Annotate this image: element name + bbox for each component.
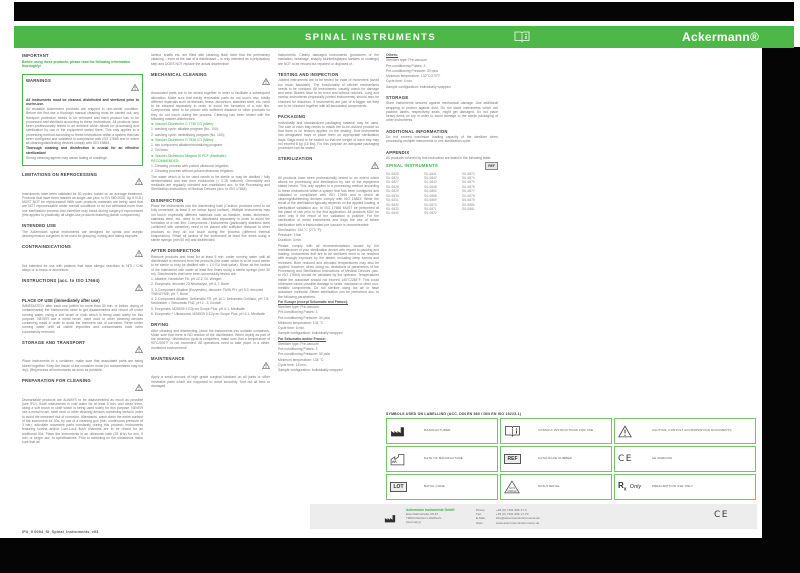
contact-list <box>476 508 540 525</box>
section-additional-information <box>386 129 498 144</box>
section-packaging <box>278 114 379 150</box>
text-block: Cycle time: 6 min. <box>278 326 305 330</box>
ref-cell <box>462 211 498 215</box>
section-heading-row <box>151 322 270 327</box>
section-heading: STORAGE <box>386 94 409 100</box>
section-heading-row <box>22 244 143 262</box>
company-name: Ackermann Instrumente GmbH <box>406 508 455 512</box>
svg-text:NON: NON <box>509 486 515 490</box>
ref-cell: SIL 6880 <box>462 202 475 207</box>
text-block: Minimum temperature: 134 °C <box>278 320 324 325</box>
appendix-table-header <box>386 162 498 169</box>
section-maintenance <box>151 356 270 388</box>
text-block: Store instruments secured against mechanical damage. Use additional wrapping to protect against dust. Do not stack instruments which are packed; labels, respectively seals, might get damaged. Do not place heavy items on top in order to avoid damage to the sterile packaging of other instruments. <box>386 101 498 123</box>
text-block: After cleaning and disinfecting, place the instruments into suitable containers. Make sure that there is NO residue of the disinfectant. When drying as part of the cleaning / disinfection cycle is completed, make sure that a temperature of 90°C/200°F is not exceeded. All operations need to take place in a clean, monitored environment! <box>151 328 270 350</box>
section-heading: PACKAGING <box>278 114 306 119</box>
text-block: Associated parts are to be stored together in order to facilitate a subsequent allocation. Make sure that easily removable parts do not touch; esp. totally different materials such as titanium, brass, aluminium, stainless steel, etc. need to be cleaned separately in order to avoid the formation of a rust film. Components need to be placed with sufficient distance to other products so they do not touch during the process. Cleaning has been tested with the following washer-disinfectors: <box>151 91 270 121</box>
header-bar <box>14 26 794 48</box>
text-block: Pre-conditioning Pressure: 30 psia <box>386 68 438 73</box>
warning-triangle-icon <box>371 156 379 174</box>
column-3 <box>278 53 379 538</box>
column-2 <box>151 53 270 538</box>
text-block: Duration: 3 min. <box>278 238 302 243</box>
section-heading-row <box>278 114 379 119</box>
section-heading: INTENDED USE <box>22 223 57 228</box>
symbols-heading: SYMBOLS USED ON LABELLING (ACC. DIN EN 980 / DIN EN ISO 15223-1) <box>386 412 522 416</box>
section-heading: DRYING <box>151 322 169 327</box>
symbols-grid <box>386 418 760 500</box>
section-heading: MECHANICAL CLEANING <box>151 71 207 77</box>
text-block: IMMEDIATELY after each use (within no more than 30 min. or before drying of contaminants) the instruments need to get disassembled and rinsed off under running water, using a soft brush or cloth which is being used solely for this purpose. NEVER use a metal brush, steel wool or other cleaning devices containing metal in order to avoid the imminent risk of corrosion. Rinse under running water until all visible impurities and contaminants have been successfully removed. <box>22 304 143 334</box>
section-continuation-text <box>386 53 498 89</box>
manufacturer-icon <box>384 510 396 528</box>
appendix-table <box>386 162 498 215</box>
section-heading-row <box>386 95 498 100</box>
text-block: Sample configuration: Individually wrapped <box>278 368 343 372</box>
text-block: Before using these products, please read the following information thoroughly! <box>22 59 130 68</box>
contact-label: Fax <box>476 512 482 517</box>
warning-triangle-icon <box>135 172 143 190</box>
ref-cell: SIL 6842 <box>424 176 437 181</box>
section-heading-row <box>22 378 143 396</box>
consult-instructions-icon <box>504 425 538 437</box>
ref-cell: SIL 6841 <box>424 171 437 176</box>
text-block: Thorough cleaning and disinfection is crucial for an effective sterilization! <box>26 146 139 155</box>
text-block: Minimum temperature: 132°C/270°F <box>386 74 441 78</box>
section-heading: AFTER DISINFECTION <box>151 248 201 254</box>
ref-cell: SIL 6843 <box>424 180 437 185</box>
ref-cell: SIL 6878 <box>462 193 475 198</box>
non-sterile-icon <box>504 480 538 494</box>
text-block: ► Washer-Disinfector G 7836 CD (Miele): <box>151 137 215 142</box>
text-block: 5. Enzymatic, M26539 3 E2p en Scope Plus, pH 6.1, Medisafe <box>151 306 245 311</box>
address-line: (Germany) <box>406 520 421 525</box>
text-block: 3. 2-Component Alkaline (Enzymatic), deconex TWIN PH, pH 5.9, deconex TWINZYME, pH 7, Borer <box>151 287 264 296</box>
ref-cell: SIL 6848 <box>424 184 437 189</box>
text-block: Pre-conditioning Pulses: 3 <box>278 347 318 351</box>
caution-icon <box>618 425 652 438</box>
ref-cell: SIL 6820 <box>386 171 399 176</box>
section-heading-row <box>22 278 143 296</box>
contact-label: Phone <box>476 508 485 512</box>
section-heading-row <box>22 53 143 58</box>
text-block: RECOMMENDED: <box>151 158 180 163</box>
ref-cell: SIL 6879 <box>462 198 475 203</box>
section-heading: TESTING AND INSPECTION <box>278 71 339 77</box>
text-block: All products covered by this instruction are listed in the following table: <box>386 156 492 160</box>
symbol-label: CAUTION, CONSULT ACCOMPANYING DOCUMENTS <box>652 428 732 433</box>
symbol-cell-rx-only-symbol <box>614 474 756 500</box>
section-heading: STERILIZATION <box>278 156 313 162</box>
section-heading: CONTRAINDICATIONS <box>22 244 72 249</box>
text-block: Sterilizer type: Pre-vacuum <box>278 305 319 309</box>
ref-cell: SIL 6828 <box>386 184 399 189</box>
section-heading-row <box>278 156 379 174</box>
text-block: Instruments have been validated for 50 cycles, based on an average treatment. Products that have been marked as single-use (acc. to EN 980:2008, fig. 6 N.B.) MUST NOT be reprocessed! With such products materials are being used that are NOT reprocessable under normal conditions or do not withstand more than one sterilization process and therefore may break during surgery if reprocessed (this applies to practically all single-use products featuring plastic components). <box>22 191 143 217</box>
section-heading-row <box>22 223 143 228</box>
ref-cell: SIL 6872 <box>424 211 437 216</box>
symbol-cell-ref-symbol <box>500 446 612 472</box>
symbol-cell-consult-instructions-icon <box>500 418 612 444</box>
text-block: Pre-conditioning Pulses: 3 <box>386 63 426 68</box>
text-block: Remove products and rinse for at least 5 min. under running water until all disinfectant is removed from the products (the water which is to be used needs to be sterile or may be distilled with < 1.0 EU limit value). Rinse all the lumina of the instrument with water at least five times using a sterile syringe (min 50 ml). Disinfectants that have been successfully tested are: <box>151 254 270 276</box>
table-row <box>386 211 498 215</box>
rx-only-symbol: $R_x$ Only <box>618 481 642 493</box>
section-heading: ADDITIONAL INFORMATION <box>386 128 448 134</box>
symbol-label: NON-STERILE <box>538 484 560 489</box>
text-block: ► Washer-Disinfector G 7736 CD (Miele): <box>151 122 215 126</box>
section-heading-row <box>22 172 143 190</box>
section-storage-and-transport <box>22 340 143 372</box>
ref-symbol: REF <box>504 454 538 464</box>
text-block: Pre-conditioning Pressure: 30 psia <box>278 352 330 357</box>
section-continuation-text <box>278 53 379 66</box>
text-block: Please comply with all recommendations issued by the manufacturer of your sterilization device with regard to packing and loading. Instruments that are to be sterilized need to be reached with enough exposure by the steam, including deep lumina and recesses. Both reduced and elevated temperatures may also be applied; however, when doing so, deviations of parameters of the Processing and Sterilization Instructions of Medical Devices (acc. to ISO 17664) should be validated by the operator. Temperatures inside the autoclave should not exceed 140°C/284°F. This could otherwise cause possible damage to seals, insulation or other non-metallic components. Do not sterilize using hot air or flash autoclave methods! Steam sterilization can be performed acc. to the following parameters: <box>278 243 379 299</box>
section-heading-row <box>151 72 270 90</box>
ref-cell: SIL 6832 <box>386 202 399 207</box>
ce-mark: CE <box>714 510 729 520</box>
text-block: Cycle time: 18 min. <box>278 362 307 367</box>
text-block: 2. Enzymatic, deconex 23 Neutrazym, pH 6-7, Borer <box>151 282 230 287</box>
section-heading: INSTRUCTIONS (acc. to ISO 17664) <box>22 278 100 283</box>
text-block: Place instruments in a container; make sure that associated parts are being stored together. Keep the inside of the container moist (so contaminants may not dry). (Re)process all instruments as soon as possible. <box>22 359 143 372</box>
section-heading: WARNINGS <box>26 78 52 83</box>
warning-triangle-icon <box>135 340 143 358</box>
section-mechanical-cleaning <box>151 72 270 192</box>
section-heading-row <box>386 150 498 155</box>
text-block: 1. two component alkaline/neutralizing program; <box>151 143 223 147</box>
section-disinfection <box>151 198 270 243</box>
contact-label: E-Mail <box>476 516 485 521</box>
symbol-label: CONSULT INSTRUCTIONS FOR USE <box>538 428 594 433</box>
warning-triangle-icon <box>135 378 143 396</box>
ref-cell: SIL 6868 <box>424 193 437 198</box>
section-instructions-acc-to-iso-17664 <box>22 278 143 334</box>
section-heading: STORAGE AND TRANSPORT <box>22 339 86 345</box>
address-line: 78604 Rietheim-Weilheim <box>406 516 442 521</box>
text-block: 6. Enzymatic + Ultrasound, M26539 3 E2p en Scope Plus, pH 6.1, Medisafe <box>151 311 265 316</box>
ref-cell: SIL 6833 <box>386 206 399 211</box>
text-block: Sterilizer type: Pre-vacuum <box>386 58 427 63</box>
text-block: For Europe (except Sekumatic and France): <box>278 299 349 304</box>
symbol-cell-ce-symbol <box>614 446 756 472</box>
ref-cell: SIL 6874 <box>462 176 475 181</box>
ref-cell: SIL 6831 <box>386 198 399 203</box>
symbol-label: CE MARKING <box>652 456 673 461</box>
symbol-cell-caution-icon <box>614 418 756 444</box>
text-block: Pre-conditioning Pressure: 30 psia <box>278 315 330 320</box>
text-block: Cycle time: 4 min. <box>386 79 413 84</box>
text-block: Dismantable products are ALWAYS to be disassembled as much as possible (see IFU). Soak instruments in cold water for at least 5 min. and clean them, using a soft brush or cloth which is being used solely for this purpose. NEVER use a metal brush, steel wool or other cleaning devices containing metal in order to avoid the imminent risk of corrosion. Afterwards, wash down the entire surface of the instrument for 30s, by use of a cleaning gun (min. continuous pressure of 3 bar); articulate moveable parts constantly during this process; instruments featuring lumina and/or Luer-Lock flush channels are to be rinsed for an additional 30s. Place the instruments in an ultrasonic bath (35 kHz) for min. 5 min. or longer acc. to specifications. Prior to switching on the ultrasonics make sure that all <box>22 397 143 444</box>
section-heading-row <box>22 340 143 358</box>
section-after-disinfection <box>151 248 270 316</box>
section-heading-row <box>151 356 270 374</box>
text-block: Jointed instruments are to be tested for ease of movement (avoid too much backlash). The functionality of ratchet mechanisms needs to be checked. All instruments: visually check for damage and wear. Blades have to be even and without notches. Long and narrow instruments (especially jointed instruments) should also be checked for distortion. If instruments are part of a bigger set they are to be checked together with all associated components. <box>278 78 379 108</box>
section-subheading: PLACE OF USE (immediately after use) <box>22 297 100 303</box>
ref-cell: SIL 6875 <box>462 180 475 185</box>
manufacturer-footer <box>310 504 757 529</box>
warning-triangle-icon <box>262 356 270 374</box>
text-block: Apply a small amount of high grade surgical lubricant on all joints or other moveable parts which are supposed to move smoothly. Sort out all bent or damaged <box>151 375 270 388</box>
warning-triangle-icon <box>135 278 143 296</box>
document-id: IFU_9 0094_SI_Spinal_Instruments_v03 <box>22 530 99 534</box>
text-block: Pressure: 3 bar <box>278 233 302 237</box>
text-block: 4. 2-Component Alkaline, Sekumatic FR, pH 10.1; Sekumatic OxiVario, pH 7.8; Neutralizer = Sekumatic FNZ, pH 2...3, Ecolab <box>151 297 270 306</box>
svg-text:STERILE: STERILE <box>507 490 517 493</box>
ref-cell: SIL 6873 <box>462 171 475 176</box>
contact-value: www.ackermanninstrumente.de <box>496 520 540 525</box>
section-warnings <box>22 74 143 166</box>
ref-cell: SIL 6824 <box>386 176 399 181</box>
warning-triangle-icon <box>131 78 139 96</box>
text-block: All instruments must be cleaned, disinfected and sterilized prior to use/re-use. <box>26 97 139 106</box>
section-limitations-on-reprocessing <box>22 172 143 217</box>
text-block: Others: <box>386 53 399 57</box>
section-preparation-for-cleaning <box>22 378 143 444</box>
symbol-cell-lot-symbol <box>386 474 498 500</box>
text-block: instruments. Clearly damaged instruments (punctures of the insulation, breakage, sharply blunted/splayed handles or coatings) are NOT to be reused but repaired or disposed of. <box>278 53 379 66</box>
symbols-legend <box>386 412 760 500</box>
section-heading-row <box>151 198 270 203</box>
section-appendix <box>386 150 498 216</box>
lot-symbol: LOT <box>390 482 424 492</box>
text-block: The water which is to be used needs to be sterile or may be distilled / fully demineralized and free from endotoxins (< 0.25 units/ml). Germicidity and residuals are regularly checked and maintained acc. to the Processing and Sterilization Instructions of Medical Devices (acc. to ISO 17664). <box>151 174 270 192</box>
section-heading-row <box>386 129 498 134</box>
text-block: Sample configuration: Individually wrapped <box>278 331 343 336</box>
text-block: Individually and standardized packaging material may be used. The size of each bag needs to match the to-be-divided product so that there is no tension applied on the sealing. Sort instruments into designated trays or place them on appropriate sterilization trays. Bags need to be sealed so that the weight of each tray may not exceed 8 kg (18 lbs). For this purpose an adequate packaging procedure can be stated. <box>278 120 379 150</box>
ce-symbol: CE <box>618 454 633 464</box>
section-heading: IMPORTANT <box>22 53 49 58</box>
ref-cell: SIL 6840 <box>386 211 399 216</box>
symbol-cell-manufacturer-icon <box>386 418 498 444</box>
symbol-cell-non-sterile-icon <box>500 474 612 500</box>
text-block: Do not exceed maximum loading capacity of the sterilizer when processing multiple instruments in one sterilization cycle. <box>386 135 498 144</box>
section-storage <box>386 95 498 123</box>
contact-label: Web <box>476 520 483 525</box>
text-block: 2. Cleaning process without pulsed ultrasonic irrigation; <box>151 169 234 174</box>
text-block: Pre-conditioning Pulses: 3 <box>278 310 318 315</box>
ref-cell: SIL 6827 <box>386 180 399 185</box>
text-block: Sterilization: 134 °C (273 °F): <box>278 227 322 232</box>
ref-cell: SIL 6860 <box>424 189 437 194</box>
section-heading-row <box>151 248 270 253</box>
scan-border-right <box>762 47 800 573</box>
ref-cell: SIL 6830 <box>386 193 399 198</box>
text-block: All products have been professionally tested to an extent which allows for processing and sterilization by use of the equipment stated herein. This only applies to a processing method according to these instructions within a system that has been configured and validated in compliance with ISO 17665 and in which all cleaning/disinfecting devices comply with ISO 15883. While the result of the sterilization typically depends on the applied loading, a sterilization validation acc. to ISO 17665 MUST be performed at the place of use prior to the first application. All products MAY be used only if the result of the validation is positive. For the sterilization of metal instruments and trays the use of steam sterilization with a fractionated pre-vacuum is recommended: <box>278 175 379 227</box>
warning-triangle-icon <box>262 72 270 90</box>
symbol-label: BATCH CODE <box>424 484 445 489</box>
text-block: 2. OxiVario; <box>151 148 169 153</box>
section-drying <box>151 322 270 350</box>
contact-value: +49 (0) 7461 966 17-70 <box>496 512 529 517</box>
text-block: 1. Alkaline, Neodisher FA, pH 12.2, Dr. Weigert <box>151 277 222 281</box>
address-line: Eisenbahnstraße 65-67 <box>406 512 439 517</box>
text-block: 1. washing cycle: alkaline program (No. 100); <box>151 127 219 132</box>
warning-triangle-icon <box>135 244 143 262</box>
contact-row <box>476 521 540 525</box>
symbol-label: MANUFACTURER <box>424 428 451 433</box>
ref-symbol: REF <box>485 162 498 169</box>
ref-cell: SIL 6829 <box>386 189 399 194</box>
ref-cell: SIL 6876 <box>462 184 475 189</box>
section-intended-use <box>22 223 143 238</box>
section-heading: PREPARATION FOR CLEANING <box>22 378 91 383</box>
column-1 <box>22 53 143 538</box>
section-heading: DISINFECTION <box>151 197 184 203</box>
section-sterilization <box>278 156 379 372</box>
consult-instructions-icon <box>514 30 530 48</box>
text-block: Not intended for use with patients that have allergic reactions to NiTi / CrNi alloys or to brass or aluminium. <box>22 263 143 272</box>
ref-cell: SIL 6870 <box>424 202 437 207</box>
ref-cell: SIL 6877 <box>462 189 475 194</box>
section-testing-and-inspection <box>278 72 379 108</box>
appendix-table-title: SPINAL INSTRUMENTS <box>386 162 439 168</box>
text-block: Minimum temperature: 134 °C <box>278 357 324 362</box>
section-heading: APPENDIX <box>386 149 410 155</box>
text-block: ► Washer-Disinfector Niagara SI PCF (Medisafe): <box>151 153 227 158</box>
text-block: The Ackermann spinal instruments are designed for spinal and aseptic decompression surgeries to be used for grasping, cutting and taking biopsies. <box>22 229 143 238</box>
scan-border-bottom <box>0 538 800 573</box>
section-heading-row <box>278 72 379 77</box>
symbol-label: DATE OF MANUFACTURE <box>424 456 463 461</box>
symbol-cell-date-of-manufacture-icon <box>386 446 498 472</box>
ref-cell: SIL 6869 <box>424 198 437 203</box>
manufacturer-icon <box>390 426 424 437</box>
text-block: 1. Cleaning process with pulsed ultrasonic irrigation; <box>151 164 230 168</box>
ref-cell: SIL 6881 <box>462 206 475 211</box>
text-block: Sample configuration: Individually wrapped <box>386 84 451 89</box>
text-block: For Sekumatic and/or France: <box>278 336 326 341</box>
section-continuation-text <box>151 53 270 66</box>
manufacturer-address <box>406 508 472 524</box>
section-heading: MAINTENANCE <box>151 355 185 361</box>
scan-border-top <box>14 2 794 21</box>
text-block: All reusable Ackermann products are shipped in non-sterile condition. Before the first use a thorough manual cleaning must be carried out; any transport protection needs to be removed and each product has to be processed and sterilized according to these instructions. All products have been professionally tested in an ambient which allows for processing and sterilization by use of the equipment stated there. This only applies to a processing method according to these instructions within a system that has been configured and validated in compliance with ISO 17665 and in which all cleaning/disinfecting devices comply with ISO 15883. <box>26 107 139 145</box>
text-block: Place the instruments into the disinfecting bath (Caution: products need to be fully immersed, at least 5 cm below liquid surface). Multiple instruments may not touch; especially different materials such as titanium, brass, aluminium, stainless steel, etc. need to be disinfected separately in order to avoid the formation of a rust film. Components / instruments (particularly stainless steel combined with ceramics) need to be placed with sufficient distance to other products so they do not touch during the process (different thermal evaporation). Rinse all lumina of the instrument at least five times using a sterile syringe (min 50 ml) and disinfectant. <box>151 204 270 242</box>
page-title: SPINAL INSTRUMENTS <box>305 32 437 43</box>
section-important <box>22 53 143 68</box>
contact-value: +49 (0) 7461 966 17-0 <box>496 508 527 512</box>
contact-value: info@ackermanninstrumente.de <box>496 516 540 521</box>
text-block: Sterilizer type: Pre-vacuum <box>278 341 319 346</box>
text-block: Strong cleaning agents may cause fading of markings. <box>26 155 108 160</box>
section-contraindications <box>22 244 143 272</box>
date-of-manufacture-icon <box>390 453 424 466</box>
ref-cell: SIL 6871 <box>424 206 437 211</box>
text-block: lumina, shafts etc. are filled with cleaning fluid! Note that the preliminary cleaning – even at the use of a disinfectant – is only intended as a preparatory step and DOES NOT replace the actual disinfection! <box>151 53 270 66</box>
text-block: 2. washing cycle: neutralizing program (No. 100); <box>151 132 225 137</box>
symbol-label: PRESCRIPTION USE ONLY <box>652 484 694 489</box>
brand-logo: Ackermann® <box>682 30 760 44</box>
symbol-label: CATALOGUE NUMBER <box>538 456 572 461</box>
section-heading: LIMITATIONS ON REPROCESSING <box>22 172 98 177</box>
section-heading-row <box>26 78 139 96</box>
